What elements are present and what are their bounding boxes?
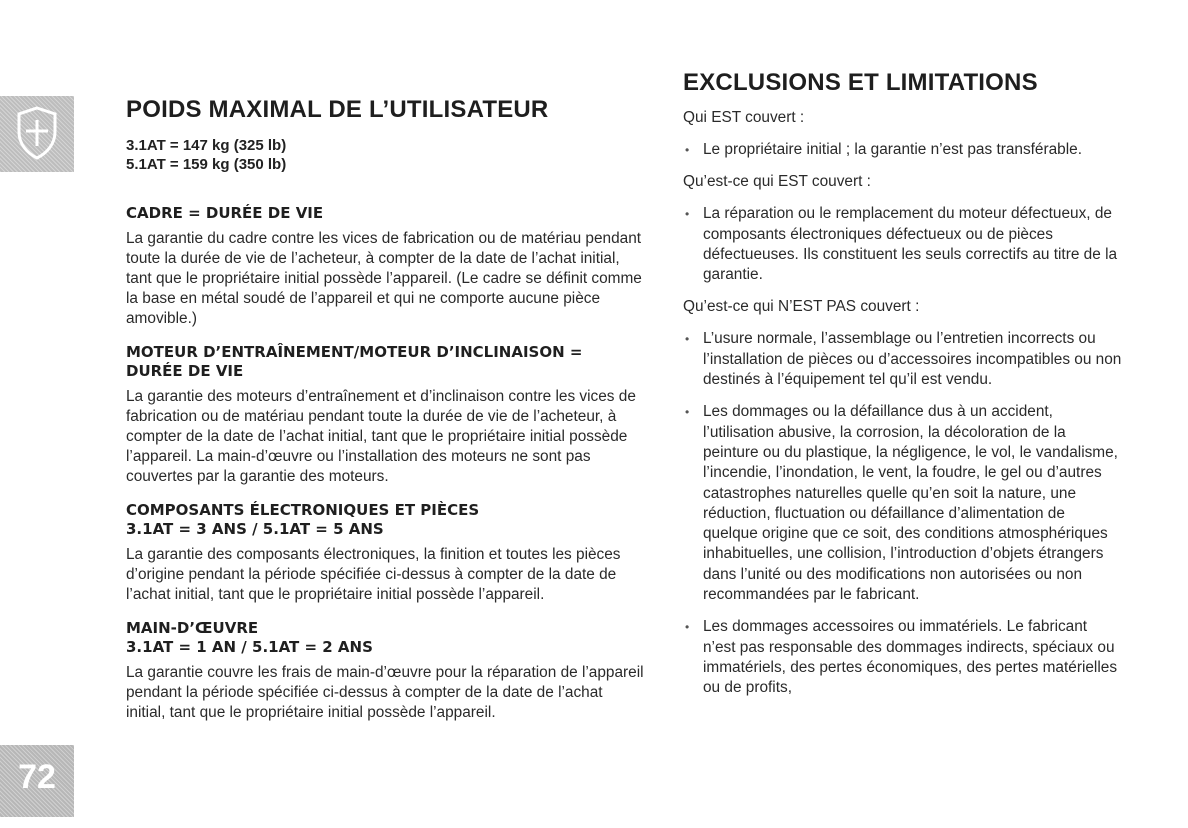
weight-spec-5-1at: 5.1AT = 159 kg (350 lb) xyxy=(126,156,287,173)
bullet-icon: • xyxy=(685,332,690,347)
who-covered-label: Qui EST couvert : xyxy=(683,109,805,126)
electronics-heading: COMPOSANTS ÉLECTRONIQUES ET PIÈCES xyxy=(126,501,480,519)
electronics-section xyxy=(126,501,646,605)
frame-body: La garantie du cadre contre les vices de fabrication ou de matériau pendant toute la durée de vie de l’acheteur, à compter de la date de l’achat initial, tant que le propriétaire initial possède l’appareil. (Le cadre se définit comme la base en métal soudé de l’appareil et qui ne comporte aucune pièce amovible.) xyxy=(126,230,642,327)
max-weight-title: POIDS MAXIMAL DE L’UTILISATEUR xyxy=(126,96,549,123)
list-item: • La réparation ou le remplacement du moteur défectueux, de composants électroniques défectueux ou de pièces défectueuses. Ils constituent les seuls correctifs au titre de la garantie. xyxy=(685,205,1118,284)
list-item: • Les dommages ou la défaillance dus à un accident, l’utilisation abusive, la corrosion, la décoloration de la peinture ou du plastique, la négligence, le vol, le vandalisme, l’incendie, l’inondation, le vent, la foudre, le gel ou d’autres catastrophes naturelles quelle qu’en soit la nature, une réduction, fluctuation ou défaillance d’alimentation de quelque origine que ce soit, des conditions atmosphériques inhabituelles, une collision, l’introduction d’objets étrangers dans l’unité ou des modifications non autorisées ou non recommandées par le fabricant. xyxy=(685,403,1118,604)
shield-icon xyxy=(15,106,59,160)
what-covered-label: Qu’est-ce qui EST couvert : xyxy=(683,173,871,191)
exclusions-title: EXCLUSIONS ET LIMITATIONS xyxy=(683,69,1038,96)
list-item: • Les dommages accessoires ou immatériels. Le fabricant n’est pas responsable des dommages indirects, spéciaux ou immatériels, des pertes économiques, des pertes matérielles ou de profits, xyxy=(685,618,1118,697)
bullet-icon: • xyxy=(685,207,690,222)
labor-section xyxy=(126,619,646,723)
right-column xyxy=(683,70,1123,711)
labor-heading: MAIN-D’ŒUVRE xyxy=(126,619,259,637)
motor-heading-line1: MOTEUR D’ENTRAÎNEMENT/MOTEUR D’INCLINAISON = xyxy=(126,343,583,361)
page-number-tab xyxy=(0,745,74,817)
not-covered-list xyxy=(683,329,1123,698)
motor-body: La garantie des moteurs d’entraînement et d’inclinaison contre les vices de fabrication ou de matériau pendant toute la durée de vie de l’acheteur, à compter de la date de l’achat initial, tant que le propriétaire initial possède l’appareil. La main-d’œuvre ou l’installation des moteurs ne sont pas couvertes par la garantie des moteurs. xyxy=(126,388,636,485)
electronics-subheading: 3.1AT = 3 ANS / 5.1AT = 5 ANS xyxy=(126,520,384,538)
electronics-body: La garantie des composants électroniques, la finition et toutes les pièces d’origine pendant la période spécifiée ci-dessus à compter de la date de l’achat initial, tant que le propriétaire initial possède l’appareil. xyxy=(126,546,621,603)
warranty-tab xyxy=(0,96,74,172)
list-item: • L’usure normale, l’assemblage ou l’entretien incorrects ou l’installation de pièces ou d’accessoires incompatibles ou non destinés à l’équipement tel qu’il est vendu. xyxy=(685,330,1122,389)
frame-heading: CADRE = DURÉE DE VIE xyxy=(126,204,324,222)
weight-spec-3-1at: 3.1AT = 147 kg (325 lb) xyxy=(126,137,287,154)
labor-body: La garantie couvre les frais de main-d’œuvre pour la réparation de l’appareil pendant la période spécifiée ci-dessus à compter de la date de l’achat initial, tant que le propriétaire initial possède l’appareil. xyxy=(126,664,644,721)
bullet-icon: • xyxy=(685,620,690,635)
motor-section xyxy=(126,343,646,487)
frame-section xyxy=(126,204,646,329)
left-column xyxy=(126,97,646,723)
who-covered-list xyxy=(683,140,1123,160)
bullet-icon: • xyxy=(685,143,690,157)
not-covered-label: Qu’est-ce qui N’EST PAS couvert : xyxy=(683,298,920,316)
bullet-icon: • xyxy=(685,405,690,420)
labor-subheading: 3.1AT = 1 AN / 5.1AT = 2 ANS xyxy=(126,638,373,656)
page-number: 72 xyxy=(18,758,56,796)
motor-heading-line2: DURÉE DE VIE xyxy=(126,362,244,380)
what-covered-list xyxy=(683,204,1123,285)
list-item: • Le propriétaire initial ; la garantie n’est pas transférable. xyxy=(683,140,1123,160)
